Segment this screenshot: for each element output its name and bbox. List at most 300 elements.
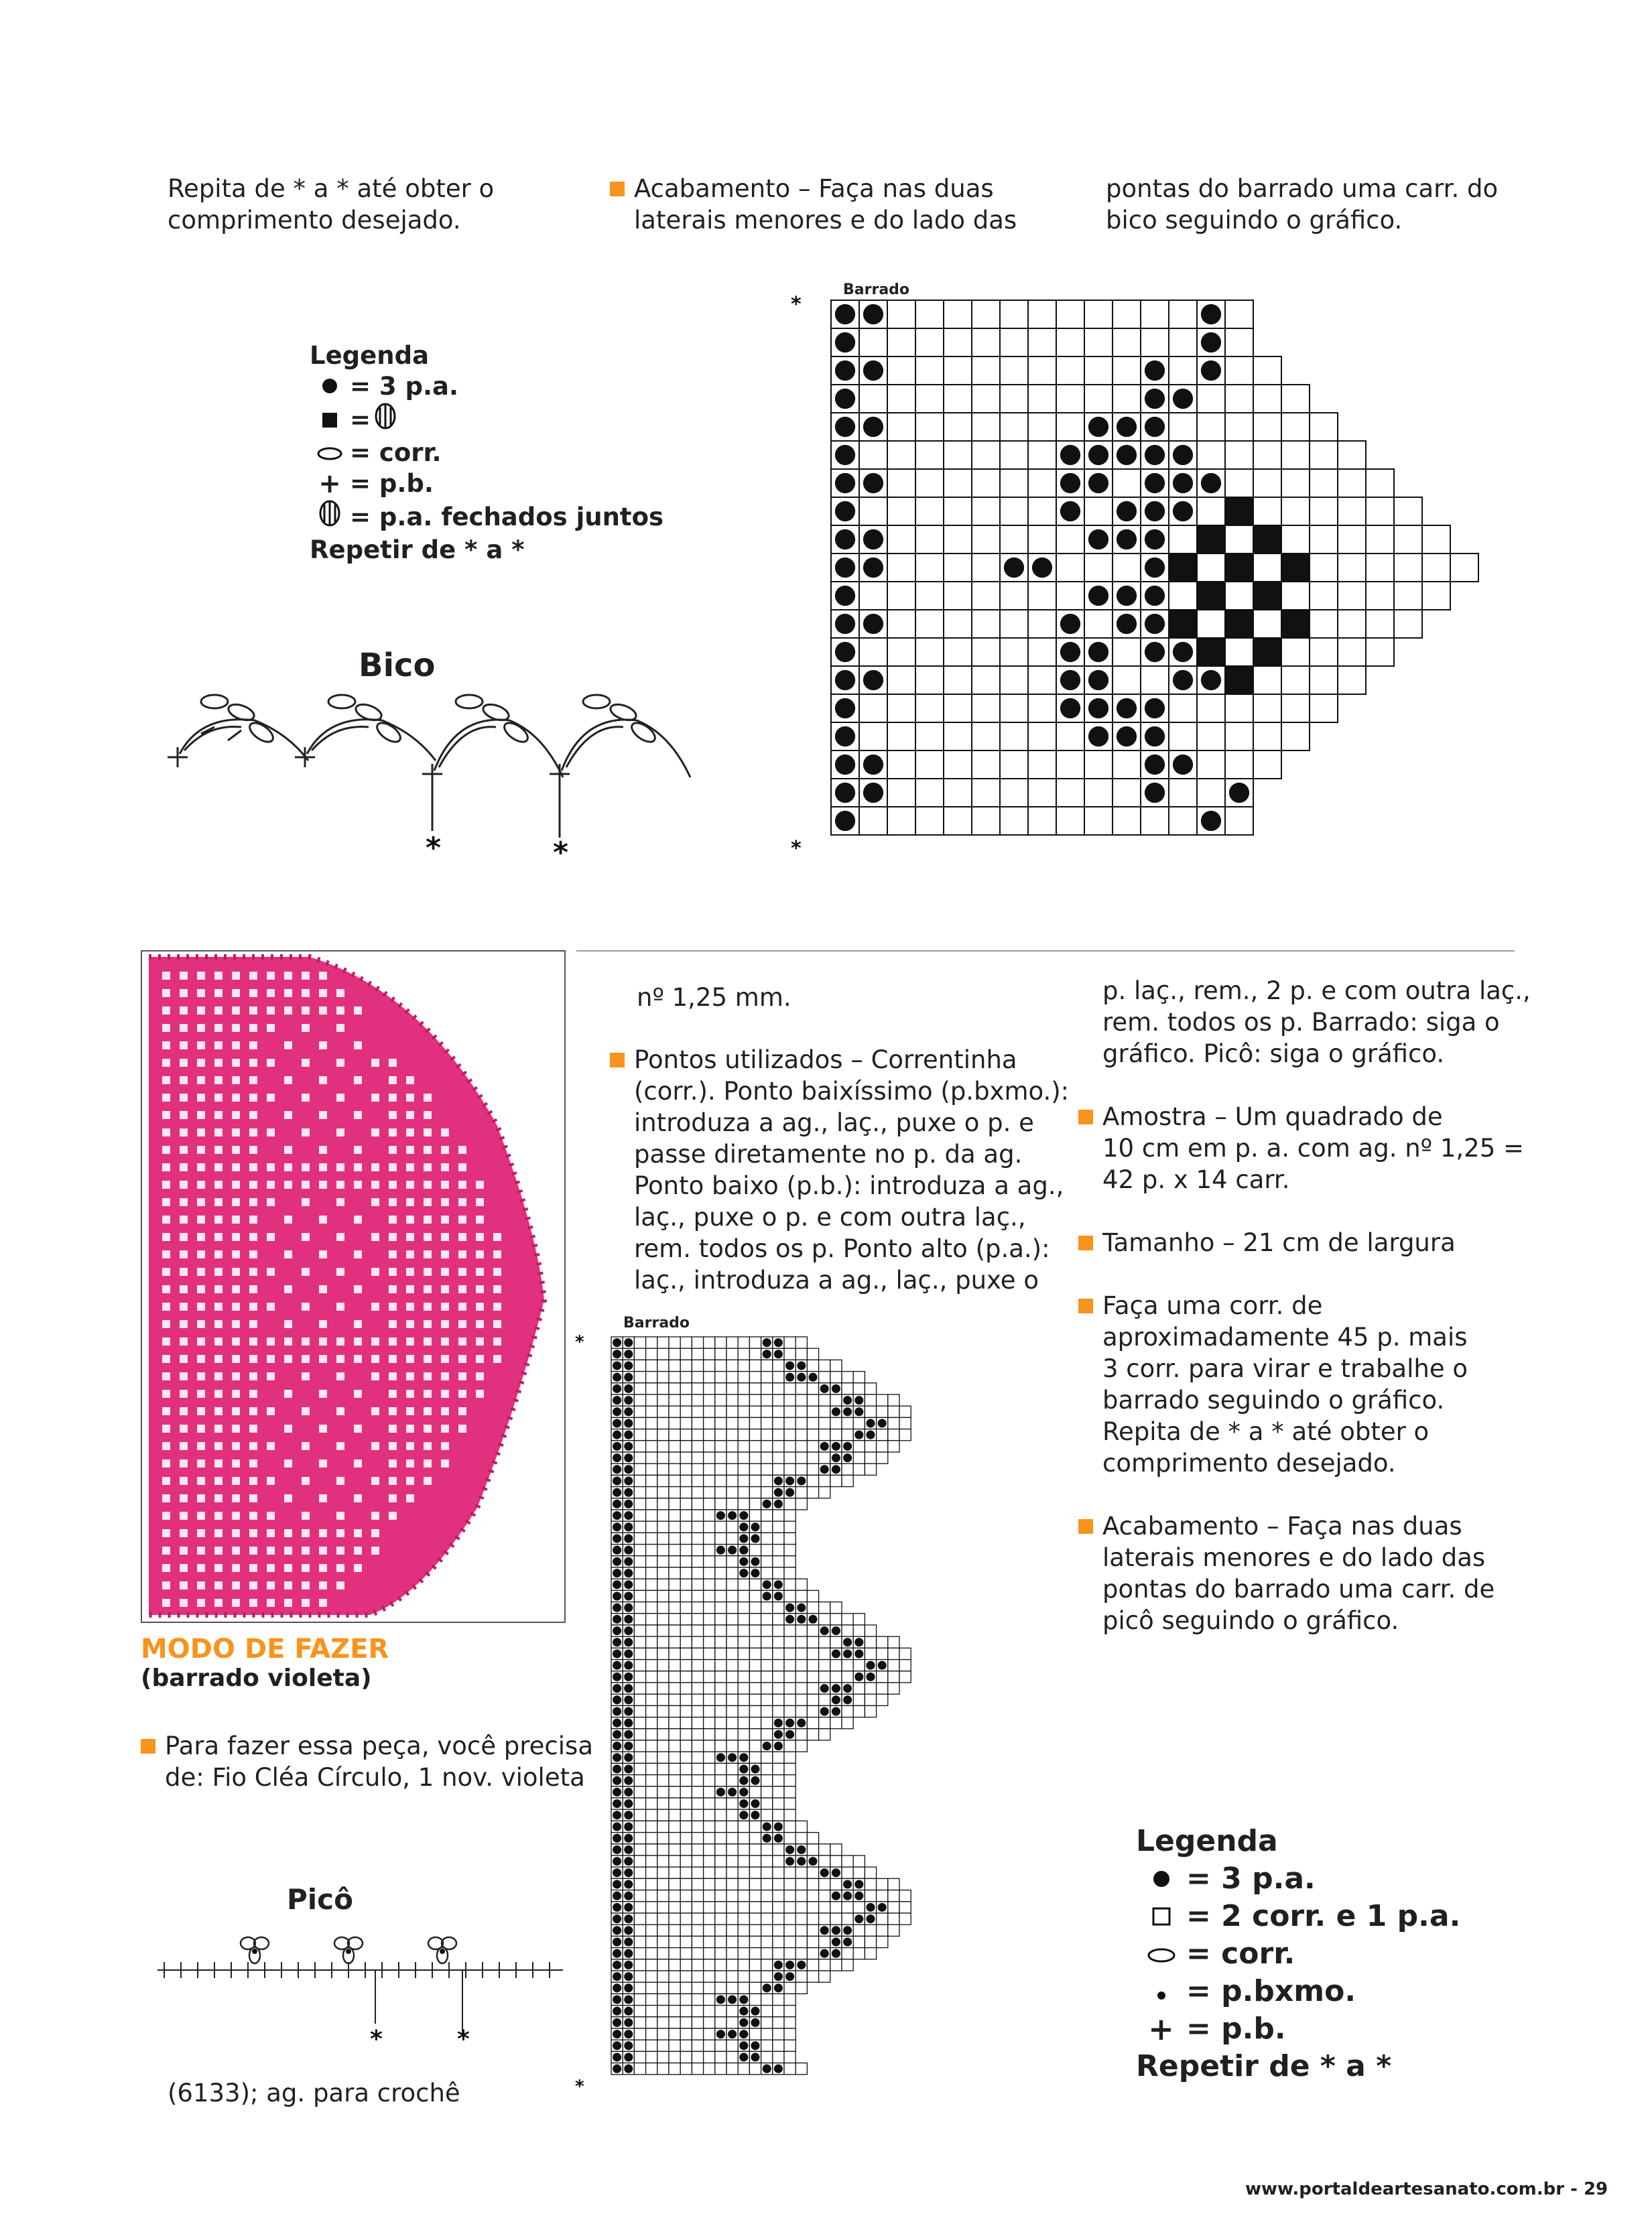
chart-cell [807, 1406, 818, 1417]
chart-cell [853, 1417, 865, 1429]
chart-cell [704, 1694, 715, 1705]
chart-cell [784, 1636, 796, 1648]
chart-cell [761, 1867, 773, 1878]
chart-cell [634, 1337, 645, 1348]
chart-cell [680, 1625, 692, 1636]
mesh-hole [354, 1547, 362, 1555]
chart-dot [624, 1638, 633, 1646]
mesh-hole [371, 1181, 379, 1189]
chart-cell [853, 1660, 865, 1671]
mesh-hole [354, 1355, 362, 1363]
chart-cell [853, 1867, 865, 1878]
chart-dot [835, 726, 855, 746]
text-line: barrado seguindo o gráfico. [1102, 1386, 1445, 1415]
chart-cell [749, 2028, 761, 2040]
chart-cell [715, 1533, 726, 1544]
chart-cell [842, 1372, 853, 1383]
chart-cell [715, 1348, 726, 1360]
chart-dot [797, 1615, 806, 1624]
chart-cell [726, 1360, 738, 1371]
chart-cell [704, 1521, 715, 1533]
chart-cell [761, 1878, 773, 1890]
chart-cell [830, 1913, 842, 1925]
chart-cell [669, 1602, 680, 1614]
chart-cell [646, 1959, 657, 1971]
chart-cell [692, 1683, 703, 1694]
chart-cell [704, 1394, 715, 1406]
chart-dot [774, 1338, 783, 1347]
mesh-hole [232, 1581, 240, 1589]
chart-cell [749, 1925, 761, 1936]
top-col2-text [610, 173, 1066, 236]
mesh-hole [354, 1216, 362, 1224]
mesh-hole [354, 1006, 362, 1015]
mesh-hole [267, 1581, 275, 1589]
chart-dot [1201, 361, 1221, 381]
mesh-hole [371, 1477, 379, 1485]
chart-cell [842, 1717, 853, 1729]
chart-cell [830, 1959, 842, 1971]
chart-cell [726, 1775, 738, 1786]
mesh-hole [249, 1094, 257, 1102]
chart-cell [680, 1545, 692, 1556]
chart-cell [1225, 694, 1253, 722]
chart-cell [773, 1878, 784, 1890]
chart-cell [669, 2017, 680, 2028]
chart-dot [751, 1799, 759, 1808]
mesh-hole [406, 1303, 414, 1311]
mesh-hole [424, 1146, 432, 1154]
chart-cell [704, 1406, 715, 1417]
mesh-hole [232, 1547, 240, 1555]
mesh-hole [336, 1512, 344, 1520]
chart-cell [715, 1406, 726, 1417]
chart-cell [1197, 779, 1225, 807]
chart-cell [692, 1579, 703, 1590]
chart-cell [773, 2017, 784, 2028]
chart-cell [657, 1729, 669, 1740]
chart-cell [657, 1740, 669, 1752]
chart-dot [624, 1384, 633, 1393]
mesh-hole [232, 1198, 240, 1206]
mesh-hole [249, 1581, 257, 1589]
mesh-hole [458, 1146, 466, 1154]
chart-cell [669, 1705, 680, 1717]
chart-cell [796, 1833, 807, 1844]
chart-cell [680, 1752, 692, 1763]
chart-cell [680, 1556, 692, 1567]
chart-cell [1253, 722, 1281, 751]
chart-cell [749, 1452, 761, 1463]
mesh-hole [389, 1494, 397, 1502]
chart-dot [613, 1903, 621, 1912]
chart-cell [944, 722, 972, 751]
mesh-hole [389, 1198, 397, 1206]
chart-cell [915, 553, 944, 582]
chart-cell [784, 1406, 796, 1417]
chart-cell [1422, 582, 1450, 610]
mesh-hole [284, 1494, 292, 1502]
chart-cell [738, 1429, 749, 1441]
chart-cell [726, 1936, 738, 1947]
mesh-hole [267, 1006, 275, 1015]
chart-dot [774, 1742, 783, 1750]
chart-cell [842, 1913, 853, 1925]
chart-dot [624, 1972, 633, 1981]
text-line: comprimento desejado. [168, 206, 461, 235]
chart-cell [899, 1913, 911, 1925]
chart-cell [853, 1925, 865, 1936]
chart-cell [1028, 610, 1056, 638]
chart-cell [819, 1878, 830, 1890]
chart-cell [680, 1521, 692, 1533]
mesh-hole [354, 1425, 362, 1433]
chart-dot [624, 1914, 633, 1923]
mesh-hole [249, 1076, 257, 1084]
chart-cell [842, 1705, 853, 1717]
chart-dot [863, 417, 883, 437]
chart-cell [634, 1705, 645, 1717]
chart-cell [887, 300, 915, 328]
chart-cell [773, 1360, 784, 1371]
mesh-hole [406, 1181, 414, 1189]
dot-icon [310, 371, 350, 402]
chart-cell [761, 1648, 773, 1659]
chart-cell [784, 1510, 796, 1521]
chart-dot [613, 1730, 621, 1739]
chart-cell [749, 1833, 761, 1844]
chart-cell [1338, 582, 1366, 610]
mesh-hole [424, 1094, 432, 1102]
mesh-hole [162, 1024, 170, 1032]
chart-cell [704, 1902, 715, 1913]
chart-cell [887, 469, 915, 497]
chart-cell [680, 1360, 692, 1371]
mesh-hole [319, 1111, 327, 1119]
chart-cell [1113, 328, 1141, 356]
mesh-hole [302, 1233, 310, 1241]
chart-dot [613, 1522, 621, 1531]
chart-dot [832, 1892, 840, 1900]
chart-cell [715, 1360, 726, 1371]
chart-cell [887, 497, 915, 525]
chart-dot [1145, 417, 1165, 437]
chart-cell [877, 1636, 888, 1648]
chart-cell [646, 1752, 657, 1763]
mesh-hole [232, 1372, 240, 1380]
chart-dot [832, 1684, 840, 1693]
chart-dot [613, 1880, 621, 1888]
chart-dot [624, 1465, 633, 1474]
mesh-hole [162, 1547, 170, 1555]
mesh-hole [406, 1076, 414, 1084]
chart-cell [692, 1406, 703, 1417]
mesh-hole [284, 1425, 292, 1433]
chart-cell [1000, 610, 1028, 638]
chart-cell [692, 1590, 703, 1602]
chart-cell [888, 1394, 899, 1406]
chart-cell [888, 1406, 899, 1417]
chart-dot [613, 1753, 621, 1762]
chart-cell [915, 807, 944, 835]
text-line: laterais menores e do lado das [634, 206, 1017, 235]
chart-cell [761, 2051, 773, 2063]
chart-dot [613, 2030, 621, 2038]
chart-cell [634, 2017, 645, 2028]
legend-repeat: Repetir de * a * [310, 535, 525, 564]
chart-cell [796, 1337, 807, 1348]
chart-black-square [1197, 525, 1225, 553]
chart-cell [1338, 497, 1366, 525]
chart-cell [646, 1660, 657, 1671]
chart-cell [646, 2040, 657, 2051]
mesh-hole [249, 1006, 257, 1015]
chart-cell [646, 1579, 657, 1590]
mesh-hole [336, 1442, 344, 1450]
chart-dot [835, 698, 855, 718]
chart-cell [634, 1348, 645, 1360]
chart-dot [613, 1361, 621, 1370]
text-line: introduza a ag., laç., puxe o p. e [634, 1108, 1034, 1137]
chart-cell [692, 1372, 703, 1383]
chart-dot [832, 1949, 840, 1958]
chart-dot [624, 1799, 633, 1808]
chart-cell [680, 1948, 692, 1959]
mesh-hole [476, 1285, 484, 1293]
chart-cell [646, 1878, 657, 1890]
chart-dot [1032, 558, 1052, 578]
chart-cell [726, 1705, 738, 1717]
mesh-hole [180, 1250, 188, 1258]
chart-cell [692, 1878, 703, 1890]
chart-dot [1088, 529, 1108, 549]
mesh-hole [232, 1407, 240, 1415]
mesh-hole [424, 1181, 432, 1189]
chart-cell [680, 1867, 692, 1878]
chart-cell [715, 1971, 726, 1982]
chart-cell [761, 1417, 773, 1429]
chart-cell [680, 1705, 692, 1717]
chart-cell [715, 1821, 726, 1832]
chart-cell [1000, 807, 1028, 835]
chart-cell [657, 1959, 669, 1971]
chart-cell [680, 1821, 692, 1832]
chart-cell [1253, 610, 1281, 638]
mesh-hole [406, 1128, 414, 1136]
filled-square-icon [310, 405, 350, 436]
chart-dot [613, 1811, 621, 1819]
chart-cell [784, 1694, 796, 1705]
chart-cell [1000, 638, 1028, 666]
chart-cell [853, 1948, 865, 1959]
chart-cell [819, 1959, 830, 1971]
chart-cell [738, 1660, 749, 1671]
chart-cell [726, 1452, 738, 1463]
mesh-hole [162, 1303, 170, 1311]
mesh-hole [197, 1146, 205, 1154]
chart-cell [726, 1498, 738, 1510]
mesh-hole [441, 1303, 449, 1311]
chart-cell [761, 1614, 773, 1625]
chart-cell [634, 1521, 645, 1533]
mesh-hole [319, 1494, 327, 1502]
mesh-hole [162, 1006, 170, 1015]
chart-dot [843, 1695, 852, 1704]
chart-cell [704, 1360, 715, 1371]
chart-cell [680, 2017, 692, 2028]
chart-cell [761, 1671, 773, 1683]
chart-cell [726, 1533, 738, 1544]
chart-cell [646, 2028, 657, 2040]
chart-cell [749, 1590, 761, 1602]
chart-dot [1145, 529, 1165, 549]
chart-cell [899, 1429, 911, 1441]
chart-cell [715, 1498, 726, 1510]
bullet-square-icon [610, 1053, 625, 1067]
chart-cell [749, 1821, 761, 1832]
chart-cell [1084, 300, 1113, 328]
mesh-hole [406, 1198, 414, 1206]
chart-cell [888, 1878, 899, 1890]
chart-cell [634, 1475, 645, 1486]
chart-cell [646, 1625, 657, 1636]
chart-cell [944, 666, 972, 694]
mesh-hole [284, 1181, 292, 1189]
chart-dot [1088, 698, 1108, 718]
chart-cell [704, 1971, 715, 1982]
text-line: Pontos utilizados – Correntinha [610, 1044, 1072, 1076]
chart-cell [761, 1798, 773, 1809]
mesh-hole [476, 1303, 484, 1311]
mesh-hole [180, 989, 188, 997]
chart-cell [1169, 694, 1197, 722]
chart-cell [680, 1602, 692, 1614]
chart-cell [842, 1475, 853, 1486]
chart-cell [819, 1487, 830, 1498]
chart-cell [692, 1798, 703, 1809]
mesh-hole [336, 1303, 344, 1311]
mesh-hole [441, 1372, 449, 1380]
mesh-hole [458, 1303, 466, 1311]
chart-cell [887, 553, 915, 582]
chart-cell [1225, 638, 1253, 666]
chart-cell [726, 1763, 738, 1774]
chart-dot [863, 473, 883, 493]
mesh-hole [458, 1338, 466, 1346]
chart-dot [863, 304, 883, 324]
chart-cell [807, 1902, 818, 1913]
chart-cell [704, 1510, 715, 1521]
mesh-hole [354, 1146, 362, 1154]
chart-cell [680, 1648, 692, 1659]
chart-cell [1310, 413, 1338, 441]
mesh-hole [214, 1390, 223, 1398]
chart-dot [613, 1776, 621, 1785]
mesh-hole [284, 1529, 292, 1537]
chart-cell [634, 1452, 645, 1463]
chart-cell [796, 1636, 807, 1648]
chart-cell [888, 1648, 899, 1659]
chart-cell [669, 1660, 680, 1671]
chart-cell [692, 1971, 703, 1982]
mesh-hole [319, 1320, 327, 1328]
chart-cell [738, 1452, 749, 1463]
chart-dot [613, 1845, 621, 1854]
chart-cell [1028, 525, 1056, 553]
mesh-hole [476, 1268, 484, 1276]
chart-dot [1173, 670, 1193, 690]
mesh-hole [302, 1059, 310, 1067]
chart-cell [899, 1902, 911, 1913]
chain-oval-icon [310, 438, 350, 468]
chart-cell [726, 1590, 738, 1602]
chart-cell [692, 1417, 703, 1429]
chart-cell [749, 2063, 761, 2075]
chart-dot [613, 1591, 621, 1600]
chart-cell [1000, 582, 1028, 610]
mesh-hole [232, 1146, 240, 1154]
chart-black-square [1225, 497, 1253, 525]
chart-cell [1113, 666, 1141, 694]
chart-cell [704, 1648, 715, 1659]
chart-cell [1000, 469, 1028, 497]
chart-cell [1000, 385, 1028, 413]
mesh-hole [232, 1529, 240, 1537]
chart-cell [1000, 441, 1028, 469]
chart-cell [749, 1948, 761, 1959]
chart-cell [887, 441, 915, 469]
chart-dot [763, 1822, 771, 1831]
chart-cell [761, 1959, 773, 1971]
chart-cell [1113, 553, 1141, 582]
mesh-hole [389, 1303, 397, 1311]
chart-cell [842, 1660, 853, 1671]
mesh-hole [354, 1320, 362, 1328]
mesh-hole [197, 1425, 205, 1433]
chart-cell [669, 1383, 680, 1394]
mesh-hole [162, 1285, 170, 1293]
chart-dot [624, 1995, 633, 2004]
chart-cell [646, 1417, 657, 1429]
mesh-hole [197, 989, 205, 997]
chart-dot [1117, 586, 1137, 606]
chart-cell [887, 751, 915, 779]
chart-cell [830, 1417, 842, 1429]
chart-cell [657, 1614, 669, 1625]
mesh-hole [267, 972, 275, 980]
chart-cell [704, 1337, 715, 1348]
chart-dot [1088, 445, 1108, 465]
chart-cell [807, 1383, 818, 1394]
chart-cell [726, 1463, 738, 1475]
chart-dot [820, 1949, 829, 1958]
chart-dot [1145, 473, 1165, 493]
mesh-hole [441, 1181, 449, 1189]
chart-cell [646, 1717, 657, 1729]
chart-cell [692, 1763, 703, 1774]
chart-cell [773, 1510, 784, 1521]
legend-row: = p.a. fechados juntos [310, 499, 663, 535]
chart-cell [796, 1867, 807, 1878]
chart-cell [715, 1429, 726, 1441]
pico-loop [241, 1937, 269, 1963]
mesh-hole [406, 1494, 414, 1502]
chart-cell [842, 1902, 853, 1913]
chart-cell [738, 1936, 749, 1947]
chart-dot [835, 529, 855, 549]
chart-cell [1225, 722, 1253, 751]
mesh-hole [458, 1425, 466, 1433]
